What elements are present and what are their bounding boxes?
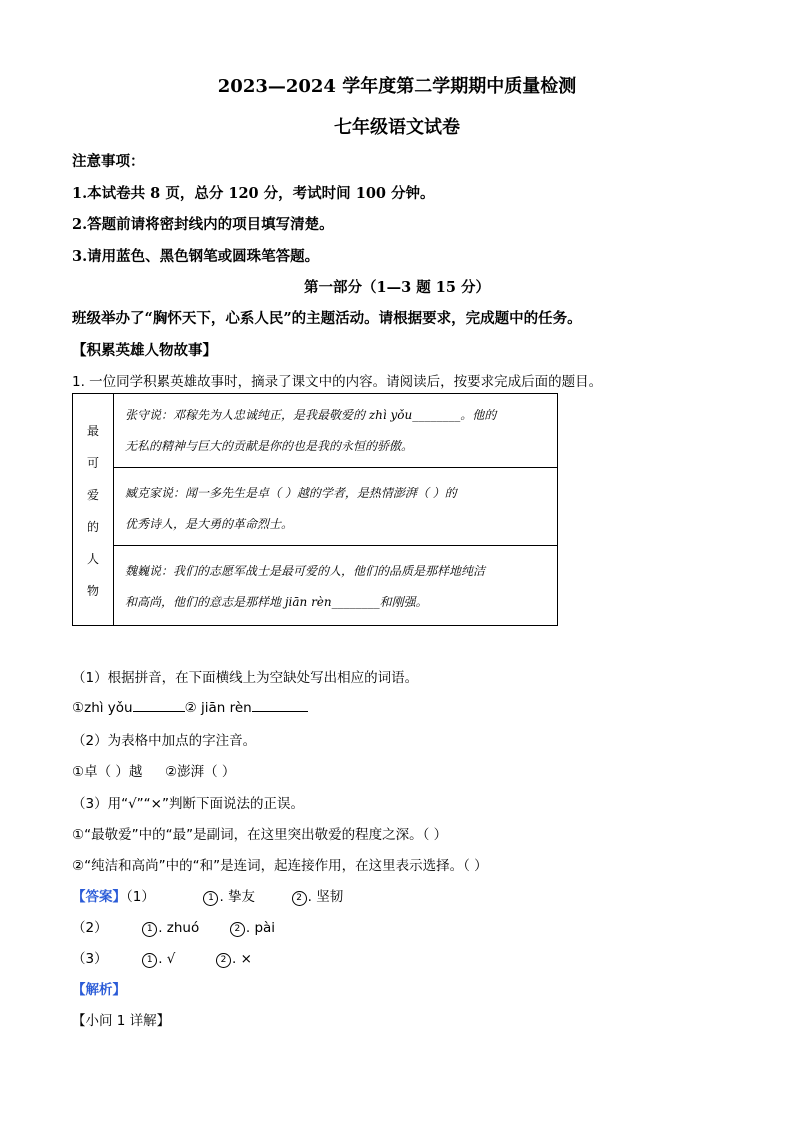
judge-item-2[interactable]: ②“纯洁和高尚”中的“和”是连词，起连接作用，在这里表示选择。（ ） — [72, 858, 488, 874]
section-heading: 【积累英雄人物故事】 — [72, 342, 217, 359]
exam-subtitle: 七年级语文试卷 — [334, 117, 460, 138]
quote-line: 张守说：邓稼先为人忠诚纯正，是我最敬爱的 zhì yǒu________。他的 — [125, 408, 497, 422]
answer-value: 挚友 — [228, 889, 256, 905]
answer-label: 【答案】 — [72, 889, 126, 905]
answer-value: √ — [166, 951, 176, 967]
circled-one-icon: 1 — [142, 922, 157, 937]
exam-title: 2023—2024 学年度第二学期期中质量检测 — [217, 76, 577, 97]
table-row-divider — [113, 467, 557, 468]
circled-two-icon: 2 — [216, 953, 231, 968]
quote-line: 优秀诗人，是大勇的革命烈士。 — [125, 517, 294, 531]
table-row-quote — [125, 400, 549, 462]
quote-line: 臧克家说：闻一多先生是卓（ ）越的学者，是热情澎湃（ ）的 — [125, 486, 457, 500]
subquestion-3: （3）用“√”“×”判断下面说法的正误。 — [72, 796, 304, 812]
answer-blank-b[interactable] — [252, 698, 308, 712]
question-1-stem: 1. 一位同学积累英雄故事时，摘录了课文中的内容。请阅读后，按要求完成后面的题目。 — [72, 374, 603, 390]
side-label-char: 的 — [86, 520, 99, 534]
circled-two-icon: 2 — [230, 922, 245, 937]
subquestion-2-answer-line — [72, 760, 235, 780]
side-label-char: 爱 — [86, 488, 99, 502]
quote-line: 和高尚，他们的意志是那样地 jiān rèn________和刚强。 — [125, 595, 428, 609]
side-label-char: 人 — [86, 552, 99, 566]
answer-line-2: （2） 1 . zhuó 2 . pài — [72, 920, 276, 936]
answer-value: zhuó — [166, 920, 200, 936]
side-label-char: 最 — [86, 424, 99, 438]
pinyin-blank-a[interactable]: ①卓（ ）越 — [72, 764, 143, 780]
part1-heading: 第一部分（1—3 题 15 分） — [304, 279, 490, 296]
answer-value: × — [240, 951, 252, 967]
analysis-detail-heading: 【小问 1 详解】 — [72, 1013, 171, 1029]
notice-item-3: 3.请用蓝色、黑色钢笔或圆珠笔答题。 — [72, 248, 320, 265]
answer-line-1: 【答案】（1） 1 . 挚友 2 . 坚韧 — [72, 889, 344, 905]
answer-prefix: （1） — [126, 889, 155, 905]
answer-prefix: （2） — [72, 920, 108, 936]
notice-item-1: 1.本试卷共 8 页，总分 120 分，考试时间 100 分钟。 — [72, 185, 435, 202]
answer-value: 坚韧 — [316, 889, 344, 905]
side-label-char: 物 — [86, 584, 99, 598]
blank-label-a: ①zhì yǒu — [72, 700, 133, 716]
answer-prefix: （3） — [72, 951, 108, 967]
judge-item-1[interactable]: ①“最敬爱”中的“最”是副词，在这里突出敬爱的程度之深。（ ） — [72, 827, 448, 843]
quote-line: 魏巍说：我们的志愿军战士是最可爱的人，他们的品质是那样地纯洁 — [125, 564, 486, 578]
answer-value: pài — [254, 920, 276, 936]
table-row-quote — [125, 556, 549, 618]
table-divider — [113, 394, 114, 625]
notice-heading: 注意事项： — [72, 153, 145, 170]
part1-intro: 班级举办了“胸怀天下，心系人民”的主题活动。请根据要求，完成题中的任务。 — [72, 310, 582, 327]
quote-line: 无私的精神与巨大的贡献是你的也是我的永恒的骄傲。 — [125, 439, 414, 453]
subquestion-2: （2）为表格中加点的字注音。 — [72, 733, 257, 749]
pinyin-blank-b[interactable]: ②澎湃（ ） — [165, 764, 236, 780]
notice-item-2: 2.答题前请将密封线内的项目填写清楚。 — [72, 216, 334, 233]
answer-line-3: （3） 1 . √ 2 . × — [72, 951, 252, 967]
answer-blank-a[interactable] — [133, 698, 185, 712]
table-row-quote — [125, 478, 549, 540]
side-label-char: 可 — [86, 456, 99, 470]
subquestion-1: （1）根据拼音，在下面横线上为空缺处写出相应的词语。 — [72, 670, 419, 686]
circled-one-icon: 1 — [203, 891, 218, 906]
blank-label-b: ② jiān rèn — [184, 700, 252, 716]
table-row-divider — [113, 545, 557, 546]
quote-table — [72, 393, 558, 626]
subquestion-1-answer-line — [72, 698, 308, 716]
circled-two-icon: 2 — [292, 891, 307, 906]
circled-one-icon: 1 — [142, 953, 157, 968]
analysis-label: 【解析】 — [72, 982, 126, 998]
